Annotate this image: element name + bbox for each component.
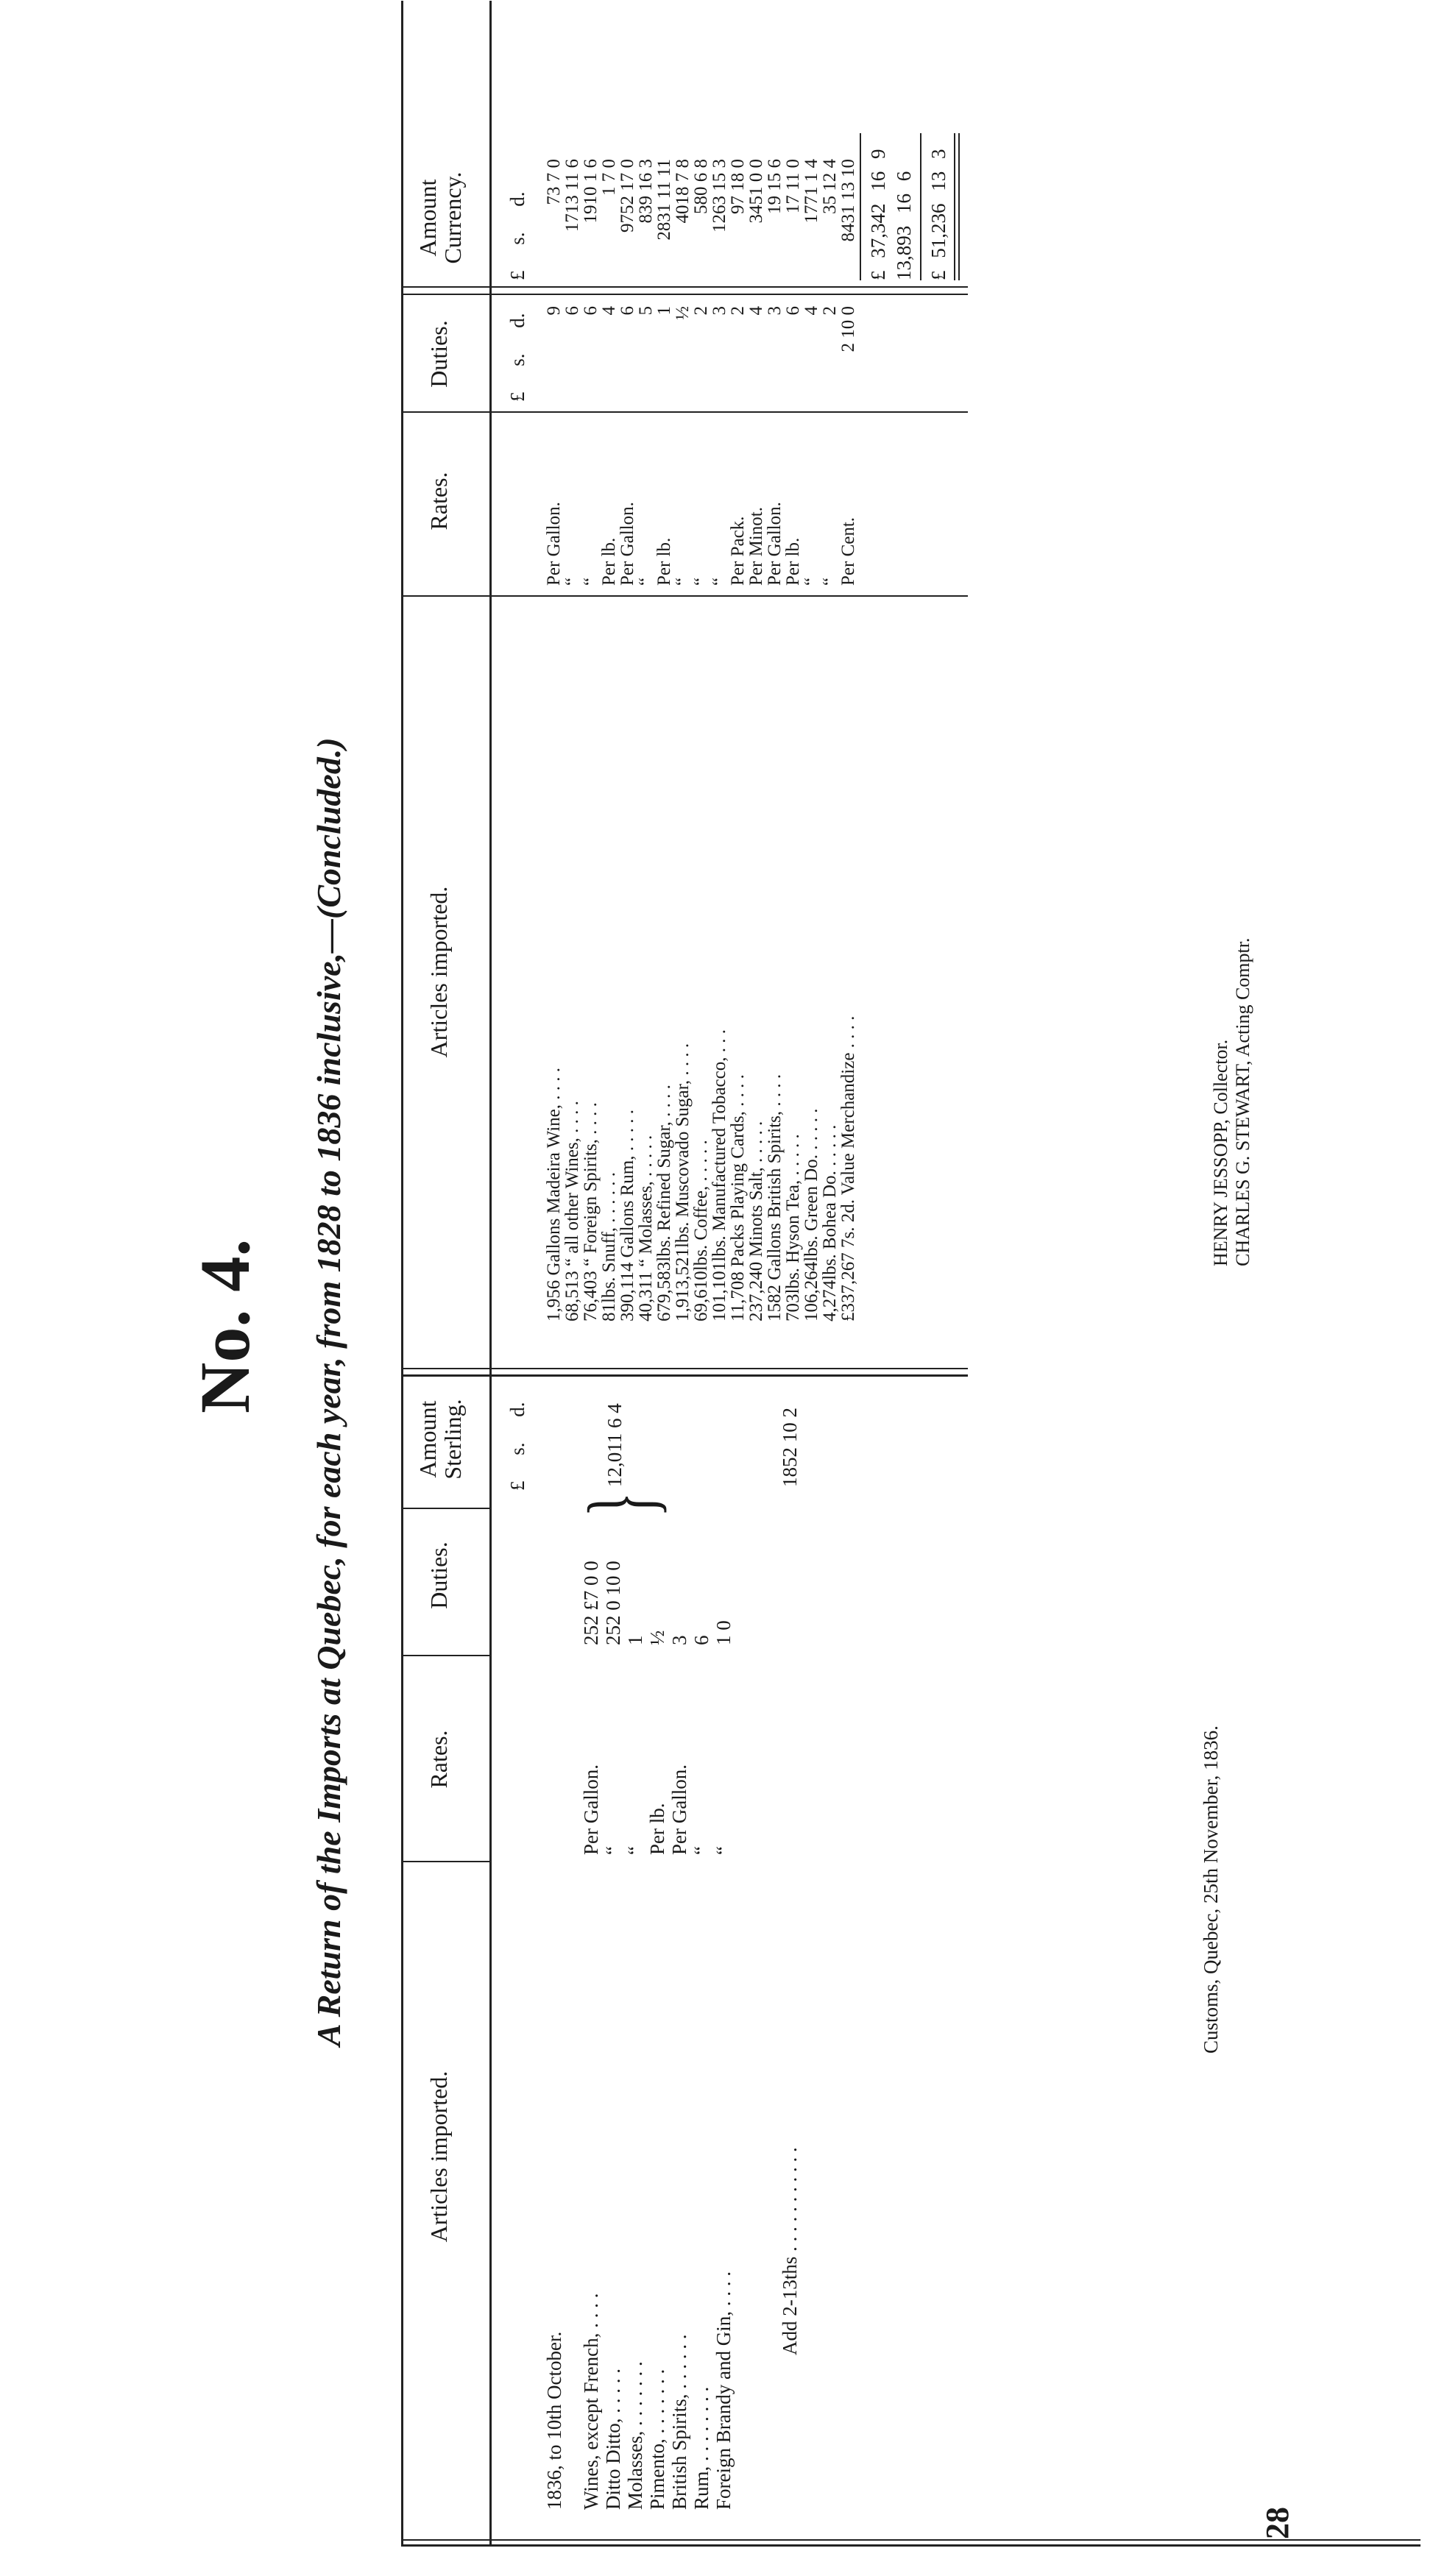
signature-collector: HENRY JESSOPP, Collector. bbox=[1210, 1039, 1231, 1266]
header-rule bbox=[489, 1, 492, 2547]
right-row-article: 11,708 Packs Playing Cards, . . . . bbox=[728, 1074, 748, 1321]
right-row-rate: “ bbox=[710, 577, 729, 586]
right-row-amount: 17 11 0 bbox=[783, 159, 803, 214]
right-row-duties: 3 bbox=[710, 306, 729, 316]
left-row-article: Ditto Ditto, . . . . . bbox=[602, 2368, 624, 2510]
right-row-rate: Per Pack. bbox=[728, 516, 748, 586]
left-header-articles: Articles imported. bbox=[425, 2071, 452, 2243]
right-header-articles: Articles imported. bbox=[425, 886, 452, 1058]
right-row-rate: Per lb. bbox=[783, 537, 803, 586]
top-rule bbox=[401, 1, 403, 2547]
totals-rule bbox=[860, 133, 861, 280]
right-row-article: 703lbs. Hyson Tea, . . . . . bbox=[783, 1134, 803, 1321]
right-row-article: 390,114 Gallons Rum, . . . . . bbox=[618, 1110, 637, 1321]
left-section-heading: 1836, to 10th October. bbox=[543, 2331, 565, 2510]
right-row-article: 106,264lbs. Green Do. . . . . . bbox=[802, 1108, 821, 1321]
left-units-amount: £ s. d. bbox=[506, 1402, 528, 1491]
right-header-duties: Duties. bbox=[425, 320, 452, 388]
left-col-divider-1 bbox=[401, 1861, 489, 1862]
right-row-rate: Per lb. bbox=[599, 537, 619, 586]
left-row-rate: “ bbox=[690, 1846, 712, 1855]
right-row-rate: “ bbox=[636, 577, 656, 586]
right-row-duties: 6 bbox=[562, 306, 582, 316]
left-row-article: Wines, except French, . . . . bbox=[580, 2293, 602, 2510]
right-row-amount: 3451 0 0 bbox=[746, 159, 766, 224]
left-row-duties: ½ bbox=[646, 1630, 668, 1645]
right-row-amount: 97 18 0 bbox=[728, 159, 748, 214]
brace-left: } bbox=[569, 1491, 675, 1517]
grand-total-rule-2 bbox=[954, 133, 955, 280]
right-row-duties: 5 bbox=[636, 306, 656, 316]
right-units-duties: £ s. d. bbox=[506, 313, 528, 402]
right-row-article: 101,101lbs. Manufactured Tobacco, . . . bbox=[710, 1029, 729, 1321]
right-row-amount: 9752 17 0 bbox=[618, 159, 637, 233]
total-line-1: £ 37,342 16 9 bbox=[867, 149, 889, 280]
right-row-rate: “ bbox=[581, 577, 601, 586]
left-border-rule-2 bbox=[401, 2539, 1421, 2541]
right-row-amount: 19 15 6 bbox=[765, 159, 785, 214]
right-row-article: 679,583lbs. Refined Sugar, . . . . bbox=[654, 1085, 674, 1321]
right-row-duties: 6 bbox=[581, 306, 601, 316]
left-row-rate: Per Gallon. bbox=[580, 1764, 602, 1855]
right-col-divider-3 bbox=[401, 294, 968, 295]
right-row-rate: Per Cent. bbox=[838, 517, 858, 586]
left-border-rule bbox=[401, 2544, 1421, 2547]
signature-comptroller: CHARLES G. STEWART, Acting Comptr. bbox=[1232, 937, 1253, 1266]
right-row-amount: 4018 7 8 bbox=[673, 159, 693, 224]
right-row-article: 76,403 “ Foreign Spirits, . . . . bbox=[581, 1102, 601, 1321]
right-row-duties: 2 bbox=[691, 306, 711, 316]
left-row-duties: 252 0 10 0 bbox=[602, 1561, 624, 1645]
right-row-article: 4,274lbs. Bohea Do. . . . . . bbox=[820, 1124, 840, 1321]
right-row-amount: 580 6 8 bbox=[691, 159, 711, 214]
right-row-duties: 4 bbox=[599, 306, 619, 316]
right-row-duties: 6 bbox=[783, 306, 803, 316]
left-sterling-total: 12,011 6 4 bbox=[604, 1403, 626, 1487]
right-header-rates: Rates. bbox=[425, 472, 452, 531]
right-row-rate: Per Gallon. bbox=[618, 502, 637, 586]
right-row-amount: 839 16 3 bbox=[636, 159, 656, 224]
right-row-article: £337,267 7s. 2d. Value Merchandize . . . . bbox=[838, 1015, 858, 1321]
right-row-rate: “ bbox=[691, 577, 711, 586]
left-row-rate: “ bbox=[602, 1846, 624, 1855]
right-row-article: 1,956 Gallons Madeira Wine, . . . . bbox=[544, 1068, 564, 1321]
right-units-amount: £ s. d. bbox=[506, 191, 528, 280]
left-row-duties: 3 bbox=[668, 1635, 690, 1645]
right-col-divider-1 bbox=[401, 595, 968, 597]
left-row-duties: 6 bbox=[690, 1635, 712, 1645]
right-row-rate: “ bbox=[673, 577, 693, 586]
right-row-article: 237,240 Minots Salt, . . . . . bbox=[746, 1121, 766, 1321]
right-row-amount: 1 7 0 bbox=[599, 159, 619, 196]
page-title: No. 4. bbox=[185, 1238, 264, 1413]
middle-divider-rule bbox=[401, 1374, 968, 1377]
right-row-rate: “ bbox=[820, 577, 840, 586]
right-row-rate: Per lb. bbox=[654, 537, 674, 586]
left-row-article: British Spirits, . . . . . . bbox=[668, 2334, 690, 2510]
right-row-amount: 1771 1 4 bbox=[802, 159, 821, 224]
right-row-duties: 6 bbox=[618, 306, 637, 316]
left-row-duties: 1 0 bbox=[712, 1620, 735, 1645]
right-row-duties: 4 bbox=[746, 306, 766, 316]
left-row-duties: 1 bbox=[624, 1635, 646, 1645]
right-row-rate: Per Gallon. bbox=[765, 502, 785, 586]
right-row-article: 40,311 “ Molasses, . . . . . bbox=[636, 1135, 656, 1321]
middle-divider-rule-2 bbox=[401, 1368, 968, 1369]
left-header-amount: Amount Sterling. bbox=[414, 1399, 466, 1480]
left-row-rate: “ bbox=[712, 1846, 735, 1855]
right-row-duties: 9 bbox=[544, 306, 564, 316]
left-add-row: Add 2-13ths . . . . . . . . . . . bbox=[779, 2147, 801, 2355]
left-row-rate: Per lb. bbox=[646, 1803, 668, 1855]
right-col-divider-4 bbox=[401, 286, 968, 288]
total-line-2: 13,893 16 6 bbox=[893, 171, 915, 280]
grand-total-rule bbox=[920, 133, 921, 280]
right-row-duties: 3 bbox=[765, 306, 785, 316]
left-row-article: Foreign Brandy and Gin, . . . . bbox=[712, 2271, 735, 2510]
right-row-amount: 2831 11 11 bbox=[654, 159, 674, 241]
page-number: 28 bbox=[1259, 2507, 1295, 2539]
right-row-amount: 1263 15 3 bbox=[710, 159, 729, 233]
left-header-duties: Duties. bbox=[425, 1541, 452, 1609]
left-row-article: Rum, . . . . . . . . bbox=[690, 2386, 712, 2510]
table-subtitle: A Return of the Imports at Quebec, for each year, from 1828 to 1836 inclusive,—(Concluded.) bbox=[310, 737, 347, 2046]
right-row-amount: 8431 13 10 bbox=[838, 159, 858, 242]
right-row-rate: “ bbox=[562, 577, 582, 586]
right-row-article: 1582 Gallons British Spirits, . . . . bbox=[765, 1074, 785, 1321]
left-row-article: Pimento, . . . . . . . bbox=[646, 2369, 668, 2510]
left-row-rate: Per Gallon. bbox=[668, 1764, 690, 1855]
grand-total: £ 51,236 13 3 bbox=[927, 149, 949, 280]
right-row-article: 69,610lbs. Coffee, . . . . . bbox=[691, 1140, 711, 1321]
right-row-amount: 35 12 4 bbox=[820, 159, 840, 214]
grand-total-rule-3 bbox=[958, 133, 960, 280]
left-row-rate: “ bbox=[624, 1846, 646, 1855]
left-col-divider-2 bbox=[401, 1655, 489, 1656]
right-row-duties: ½ bbox=[673, 306, 693, 320]
right-row-amount: 73 7 0 bbox=[544, 159, 564, 205]
left-row-duties: 252 £7 0 0 bbox=[580, 1561, 602, 1645]
right-row-rate: “ bbox=[802, 577, 821, 586]
right-row-duties: 1 bbox=[654, 306, 674, 316]
customs-footer: Customs, Quebec, 25th November, 1836. bbox=[1200, 1725, 1222, 2054]
left-header-rates: Rates. bbox=[425, 1730, 452, 1789]
right-row-rate: Per Minot. bbox=[746, 507, 766, 586]
right-row-amount: 1910 1 6 bbox=[581, 159, 601, 224]
right-row-amount: 1713 11 6 bbox=[562, 159, 582, 233]
left-col-divider-3 bbox=[401, 1508, 489, 1509]
right-header-amount: Amount Currency. bbox=[414, 171, 466, 264]
right-row-duties: 2 10 0 bbox=[838, 306, 858, 352]
right-row-duties: 4 bbox=[802, 306, 821, 316]
right-row-article: 68,513 “ all other Wines, . . . . bbox=[562, 1101, 582, 1321]
left-row-article: Molasses, . . . . . . . bbox=[624, 2361, 646, 2510]
right-row-article: 1,913,521lbs. Muscovado Sugar, . . . . bbox=[673, 1043, 693, 1321]
right-row-rate: Per Gallon. bbox=[544, 502, 564, 586]
left-add-amount: 1852 10 2 bbox=[779, 1408, 801, 1487]
right-row-duties: 2 bbox=[820, 306, 840, 316]
right-row-duties: 2 bbox=[728, 306, 748, 316]
right-row-article: 81lbs. Snuff, . . . . . . bbox=[599, 1171, 619, 1321]
